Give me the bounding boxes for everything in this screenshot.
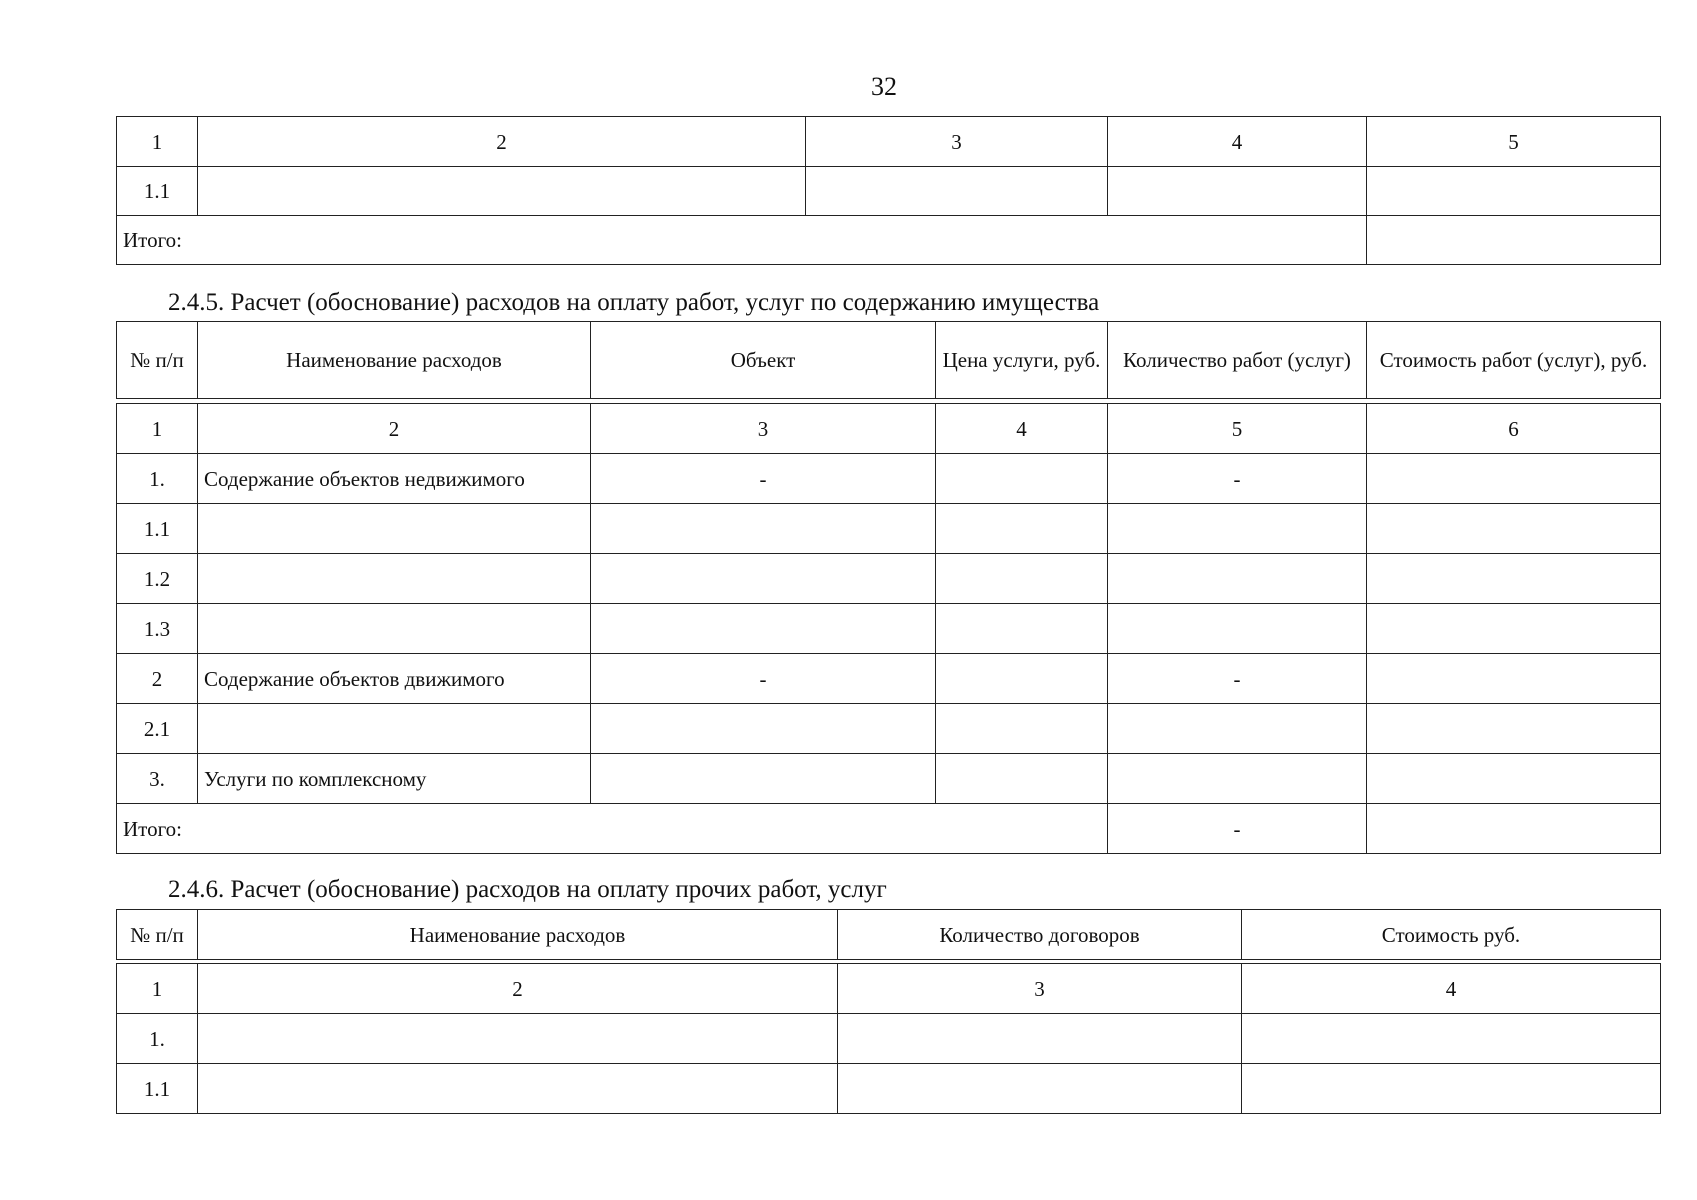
row-cost: [1367, 704, 1661, 754]
row-price: [936, 554, 1108, 604]
row-object: [591, 604, 936, 654]
table-cell: [198, 1014, 838, 1064]
row-name: Содержание объектов недвижимого: [198, 454, 591, 504]
row-quantity: [1108, 754, 1367, 804]
row-object: [591, 504, 936, 554]
row-quantity: [1108, 604, 1367, 654]
row-number: 3.: [117, 754, 198, 804]
table-row: [117, 704, 1661, 754]
table-2-4-6-body: [116, 963, 1661, 1114]
row-name: [198, 704, 591, 754]
column-number: 2: [198, 117, 806, 167]
row-number: 2.1: [117, 704, 198, 754]
total-cost: [1367, 804, 1661, 854]
row-cost: [1367, 754, 1661, 804]
column-number: 2: [198, 964, 838, 1014]
row-name: [198, 604, 591, 654]
row-name: [198, 504, 591, 554]
header-num: № п/п: [117, 910, 198, 960]
table-cell: [1242, 1014, 1661, 1064]
header-quantity: Количество работ (услуг): [1108, 322, 1367, 399]
header-cost: Стоимость работ (услуг), руб.: [1367, 322, 1661, 399]
column-number: 2: [198, 404, 591, 454]
total-row: [117, 804, 1661, 854]
row-price: [936, 654, 1108, 704]
table-cell: [198, 167, 806, 216]
row-number: 1.: [117, 1014, 198, 1064]
row-price: [936, 604, 1108, 654]
header-name: Наименование расходов: [198, 910, 838, 960]
column-number: 5: [1367, 117, 1661, 167]
row-price: [936, 754, 1108, 804]
row-cost: [1367, 554, 1661, 604]
table-continued: [116, 116, 1661, 265]
total-quantity: -: [1108, 804, 1367, 854]
column-number: 4: [1242, 964, 1661, 1014]
row-cost: [1367, 654, 1661, 704]
table-2-4-5-body: [116, 403, 1661, 854]
row-number: 1.1: [117, 504, 198, 554]
column-number: 6: [1367, 404, 1661, 454]
total-value: [1367, 216, 1661, 265]
column-number: 3: [806, 117, 1108, 167]
row-object: -: [591, 654, 936, 704]
row-cost: [1367, 454, 1661, 504]
column-number: 1: [117, 117, 198, 167]
row-number: 1.1: [117, 1064, 198, 1114]
row-quantity: [1108, 504, 1367, 554]
row-quantity: [1108, 554, 1367, 604]
row-name: Содержание объектов движимого: [198, 654, 591, 704]
table-cell: [198, 1064, 838, 1114]
row-quantity: -: [1108, 454, 1367, 504]
row-object: [591, 554, 936, 604]
column-number: 3: [591, 404, 936, 454]
table-row: [117, 754, 1661, 804]
table-row: [117, 1064, 1661, 1114]
header-cost: Стоимость руб.: [1242, 910, 1661, 960]
total-row: [117, 216, 1661, 265]
row-name: [198, 554, 591, 604]
row-number: 2: [117, 654, 198, 704]
total-label: Итого:: [117, 804, 1108, 854]
column-number-row: [117, 964, 1661, 1014]
table-cell: [1108, 167, 1367, 216]
page-number: 32: [871, 72, 897, 101]
header-contracts: Количество договоров: [838, 910, 1242, 960]
column-number: 3: [838, 964, 1242, 1014]
row-object: [591, 754, 936, 804]
header-name: Наименование расходов: [198, 322, 591, 399]
header-row: [117, 910, 1661, 960]
row-number: 1.3: [117, 604, 198, 654]
column-number: 5: [1108, 404, 1367, 454]
row-number: 1.1: [117, 167, 198, 216]
table-row: [117, 604, 1661, 654]
table-row: [117, 454, 1661, 504]
column-number: 1: [117, 404, 198, 454]
header-object: Объект: [591, 322, 936, 399]
row-quantity: [1108, 704, 1367, 754]
row-price: [936, 504, 1108, 554]
section-title-2-4-6: 2.4.6. Расчет (обоснование) расходов на оплату прочих работ, услуг: [168, 876, 887, 903]
table-cell: [838, 1014, 1242, 1064]
table-row: [117, 504, 1661, 554]
header-num: № п/п: [117, 322, 198, 399]
row-object: [591, 704, 936, 754]
row-cost: [1367, 504, 1661, 554]
table-row: [117, 167, 1661, 216]
column-number: 4: [1108, 117, 1367, 167]
row-price: [936, 704, 1108, 754]
table-2-4-5-header: [116, 321, 1661, 399]
table-cell: [806, 167, 1108, 216]
row-price: [936, 454, 1108, 504]
table-2-4-6-header: [116, 909, 1661, 960]
header-row: [117, 322, 1661, 399]
total-label: Итого:: [117, 216, 1367, 265]
column-number-row: [117, 117, 1661, 167]
table-row: [117, 1014, 1661, 1064]
column-number: 1: [117, 964, 198, 1014]
row-number: 1.: [117, 454, 198, 504]
section-title-2-4-5: 2.4.5. Расчет (обоснование) расходов на оплату работ, услуг по содержанию имущества: [168, 289, 1100, 316]
column-number-row: [117, 404, 1661, 454]
table-row: [117, 554, 1661, 604]
row-number: 1.2: [117, 554, 198, 604]
table-row: [117, 654, 1661, 704]
header-price: Цена услуги, руб.: [936, 322, 1108, 399]
row-object: -: [591, 454, 936, 504]
row-name: Услуги по комплексному: [198, 754, 591, 804]
table-cell: [838, 1064, 1242, 1114]
row-cost: [1367, 604, 1661, 654]
table-cell: [1242, 1064, 1661, 1114]
table-cell: [1367, 167, 1661, 216]
row-quantity: -: [1108, 654, 1367, 704]
column-number: 4: [936, 404, 1108, 454]
